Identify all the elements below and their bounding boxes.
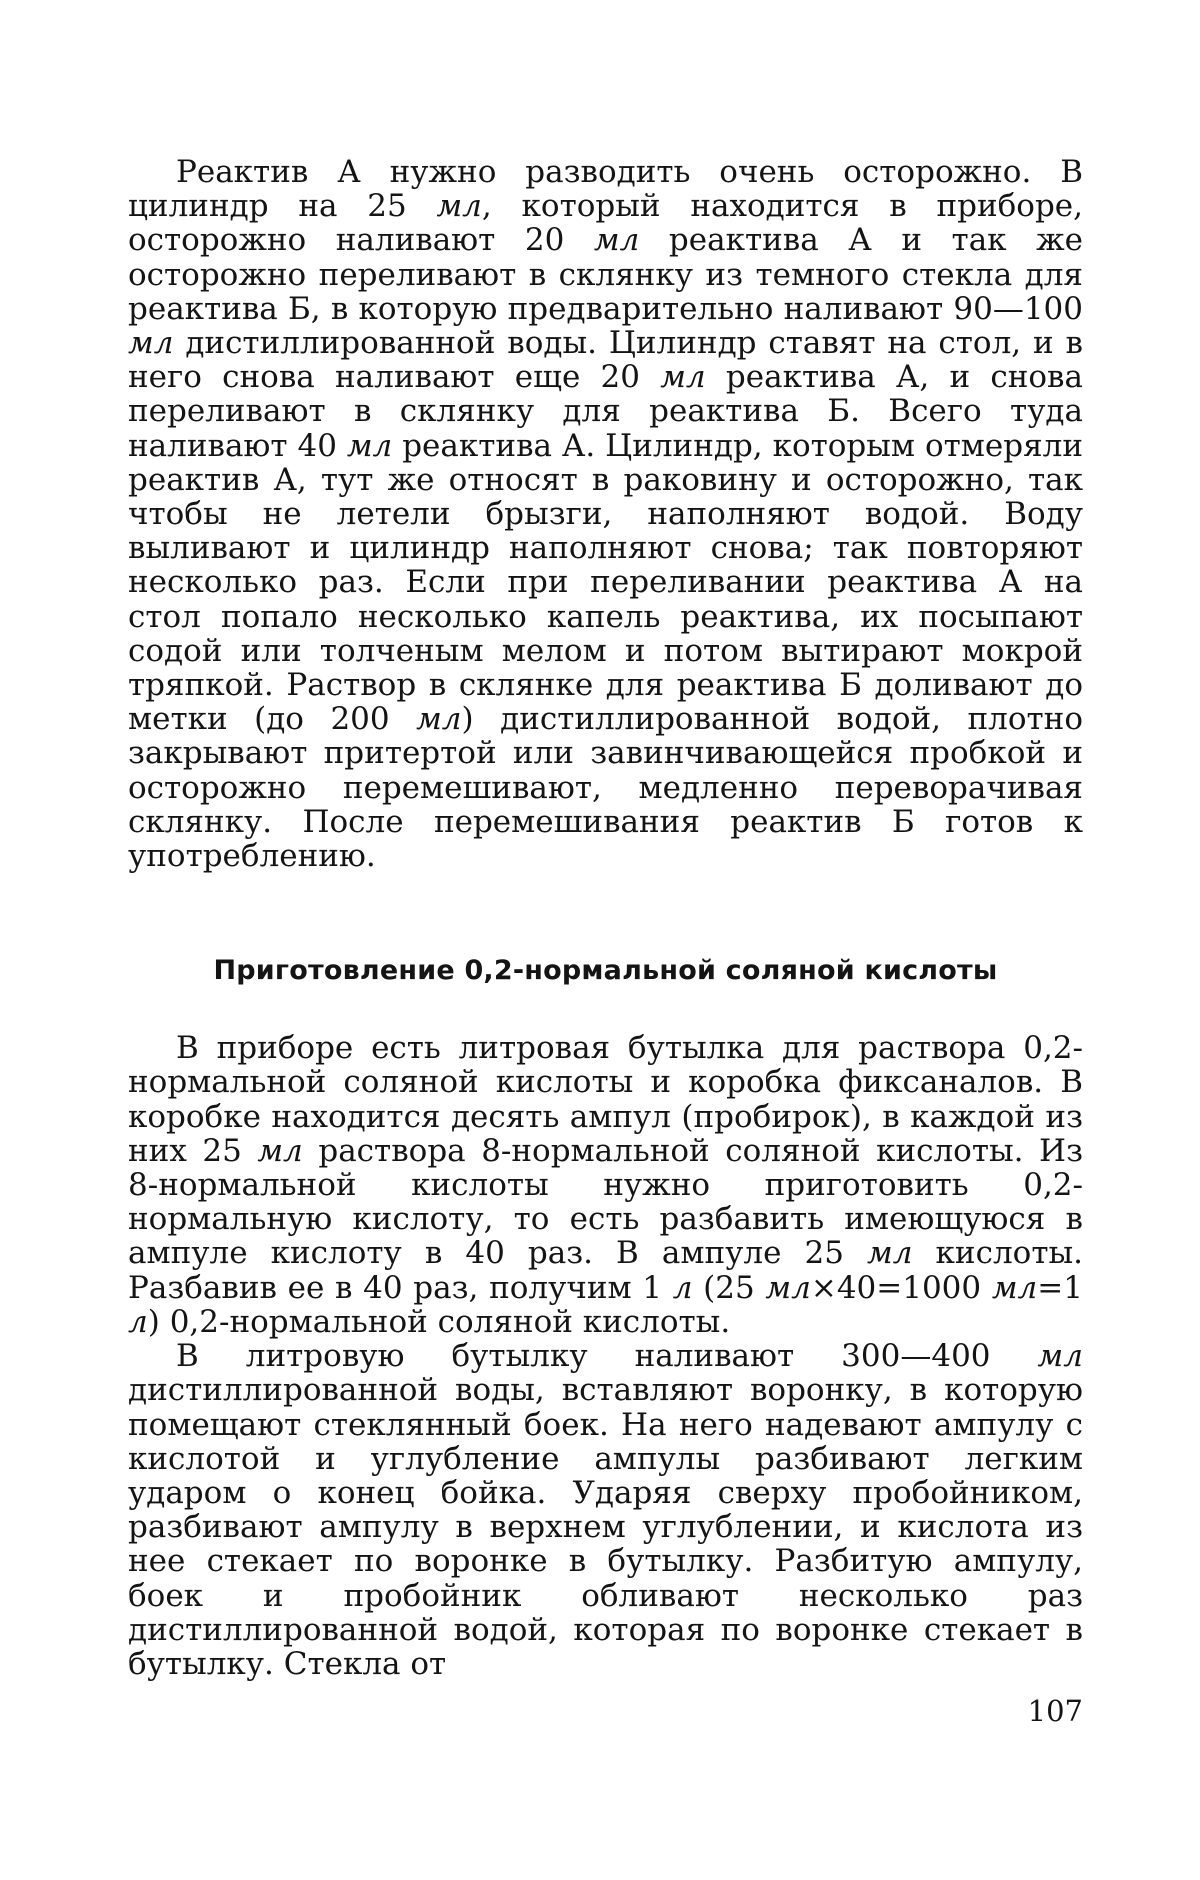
text-run: реактива А. Цилиндр, которым отмеряли реактив А, тут же относят в раковину и осторожно, так чтобы не летели брызги, наполняют водой. Воду выливают и цилиндр наполняют снова; так повторяют несколько раз. Если при переливании реактива А на стол попало несколько капель реактива, их посыпают содой или толченым мелом и потом вытирают мокрой тряпкой. Раствор в склянке для реактива Б доливают до метки (до 200 (128, 428, 1083, 738)
section-heading: Приготовление 0,2-нормальной соляной кислоты (128, 955, 1083, 987)
text-run: дистиллированной воды, вставляют воронку, в которую помещают стеклянный боек. На него надевают ампулу с кислотой и углубление ампулы разбивают легким ударом о конец бойка. Ударяя сверху пробойником, разбивают ампулу в верхнем углублении, и кислота из нее стекает по воронке в бутылку. Разбитую ампулу, боек и пробойник обливают несколько раз дистиллированной водой, которая по воронке стекает в бутылку. Стекла от (128, 1372, 1083, 1682)
text-run: реактива А, и снова переливают в склянку для реактива Б. Всего туда наливают 40 (128, 359, 1083, 463)
text-run: ) дистиллированной водой, плотно закрывают притертой или завинчивающейся пробкой и осторожно перемешивают, медленно переворачивая склянку. После перемешивания реактив Б готов к употреблению. (128, 701, 1083, 874)
unit-abbreviation: мл (257, 1133, 302, 1169)
unit-abbreviation: л (673, 1270, 693, 1306)
paragraph-dilution-procedure (128, 1339, 1083, 1681)
text-run: (25 (692, 1270, 765, 1306)
paragraph-bottle-description (128, 1031, 1083, 1339)
text-run: кислоты. Разбавив ее в 40 раз, получим 1 (128, 1235, 1083, 1305)
text-run: дистиллированной воды. Цилиндр ставят на стол, и в него снова наливают еще 20 (128, 325, 1083, 395)
text-run: Реактив А нужно разводить очень осторожно. В цилиндр на 25 (128, 154, 1083, 224)
unit-abbreviation: мл (416, 701, 461, 737)
text-run: ×40=1000 (811, 1270, 992, 1306)
unit-abbreviation: мл (347, 428, 392, 464)
text-run: В приборе есть литровая бутылка для раствора 0,2-нормальной соляной кислоты и коробка фиксаналов. В коробке находится десять ампул (пробирок), в каждой из них 25 (128, 1030, 1083, 1169)
unit-abbreviation: мл (594, 222, 639, 258)
text-run: раствора 8-нормальной соляной кислоты. Из 8-нормальной кислоты нужно приготовить 0,2-нормальную кислоту, то есть разбавить имеющуюся в ампуле кислоту в 40 раз. В ампуле 25 (128, 1133, 1083, 1272)
text-run: , который находится в приборе, осторожно наливают 20 (128, 188, 1083, 258)
unit-abbreviation: мл (765, 1270, 810, 1306)
page-number: 107 (1003, 1695, 1083, 1727)
unit-abbreviation: л (128, 1304, 148, 1340)
unit-abbreviation: мл (128, 325, 173, 361)
unit-abbreviation: мл (867, 1235, 912, 1271)
unit-abbreviation: мл (1038, 1338, 1083, 1374)
unit-abbreviation: мл (660, 359, 705, 395)
paragraph-reagent-a (128, 155, 1083, 873)
text-column (128, 155, 1083, 1681)
text-run: =1 (1037, 1270, 1083, 1306)
text-run: реактива А и так же осторожно переливают в склянку из темного стекла для реактива Б, в которую предварительно наливают 90—100 (128, 222, 1083, 326)
unit-abbreviation: мл (436, 188, 481, 224)
book-page (0, 0, 1200, 1880)
unit-abbreviation: мл (992, 1270, 1037, 1306)
text-run: ) 0,2-нормальной соляной кислоты. (148, 1304, 730, 1340)
text-run: В литровую бутылку наливают 300—400 (176, 1338, 1038, 1374)
